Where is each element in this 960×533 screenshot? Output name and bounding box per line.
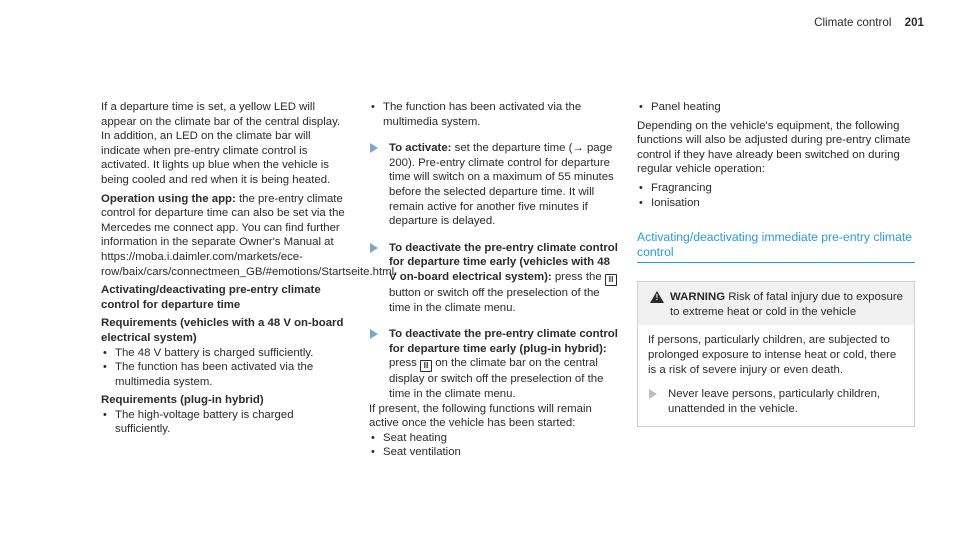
page-header	[814, 16, 924, 31]
warning-head-text: Risk of fatal injury due to exposure to extreme heat or cold in the vehicle	[670, 291, 903, 318]
list-item: • Seat ventilation	[369, 445, 619, 460]
step-deactivate-48v	[369, 241, 619, 315]
intro-paragraph: If a departure time is set, a yellow LED will appear on the climate bar of the central display. In addition, an LED on the climate bar will indicate when pre-entry climate control is activated. It lights up blue when the vehicle is being cooled and red when it is being heated.	[101, 101, 341, 186]
warning-step	[648, 387, 904, 416]
page-number: 201	[904, 16, 924, 29]
section-heading: Activating/deactivating pre-entry climate control for departure time	[101, 284, 321, 311]
climate-control-button-icon: Ⅲ	[420, 360, 432, 372]
list-item: • The function has been activated via the multimedia system.	[101, 360, 351, 389]
warning-box	[637, 281, 915, 427]
step-text-post: on the climate bar on the central display or switch off the preselection of the time in the climate menu.	[389, 357, 604, 400]
list-item: • Ionisation	[637, 196, 915, 211]
column-2	[369, 100, 619, 460]
list-item: • Seat heating	[369, 431, 619, 446]
app-text: the pre-entry climate control for departure time can also be set via the Mercedes me connect app. You can find further information in the separate Owner's Manual at https://moba.i.daimler.com/markets/ece-row/baix/cars/connectmeen_GB/#emotions/Startseite.html.	[101, 192, 398, 278]
warning-step-text: Never leave persons, particularly children, unattended in the vehicle.	[668, 388, 881, 415]
app-paragraph	[101, 192, 398, 280]
warning-icon: !	[650, 291, 664, 303]
header-title: Climate control	[814, 16, 892, 29]
step-activate	[369, 141, 619, 229]
app-label: Operation using the app:	[101, 192, 236, 205]
section-title: Activating/deactivating immediate pre-entry climate control	[637, 230, 915, 263]
step-text-pre: press	[389, 357, 421, 370]
step-text: set the departure time (→ page 200). Pre-entry climate control for departure time will switch on a maximum of 55 minutes before the selected departure time. It will remain active for another five minutes if departure is delayed.	[389, 142, 614, 228]
warning-body-text: If persons, particularly children, are subjected to prolonged exposure to intense heat or cold, there is a risk of severe injury or even death.	[648, 334, 897, 376]
climate-control-button-icon: Ⅲ	[605, 274, 617, 286]
warning-label: WARNING	[670, 291, 726, 304]
column-1	[101, 100, 398, 437]
warning-body	[638, 325, 914, 426]
warning-header	[638, 282, 914, 325]
step-arrow-icon	[370, 329, 378, 339]
list-item: • The function has been activated via the multimedia system.	[369, 100, 619, 129]
step-label: To activate:	[389, 142, 452, 155]
step-deactivate-hybrid	[369, 327, 619, 401]
step-text-post: button or switch off the preselection of the time in the climate menu.	[389, 286, 600, 314]
step-arrow-icon	[649, 389, 657, 399]
requirements-hybrid-title: Requirements (plug-in hybrid)	[101, 394, 264, 407]
equipment-paragraph: Depending on the vehicle's equipment, the following functions will also be adjusted during pre-entry climate control if they have already been switched on during regular vehicle operation:	[637, 119, 911, 176]
column-3	[637, 100, 915, 427]
after-start-paragraph: If present, the following functions will remain active once the vehicle has been started:	[369, 402, 592, 430]
step-label: To deactivate the pre-entry climate control for departure time early (vehicles with 48 V on-board electrical system):	[389, 241, 618, 283]
requirements-48v-title: Requirements (vehicles with a 48 V on-board electrical system)	[101, 317, 344, 344]
list-item: • The 48 V battery is charged sufficiently.	[101, 346, 351, 361]
list-item: • Fragrancing	[637, 181, 915, 196]
step-arrow-icon	[370, 143, 378, 153]
list-item: • The high-voltage battery is charged sufficiently.	[101, 408, 351, 437]
step-label: To deactivate the pre-entry climate control for departure time early (plug-in hybrid):	[389, 328, 618, 355]
step-text-pre: press the	[551, 270, 605, 283]
list-item: • Panel heating	[637, 100, 915, 115]
step-arrow-icon	[370, 243, 378, 253]
